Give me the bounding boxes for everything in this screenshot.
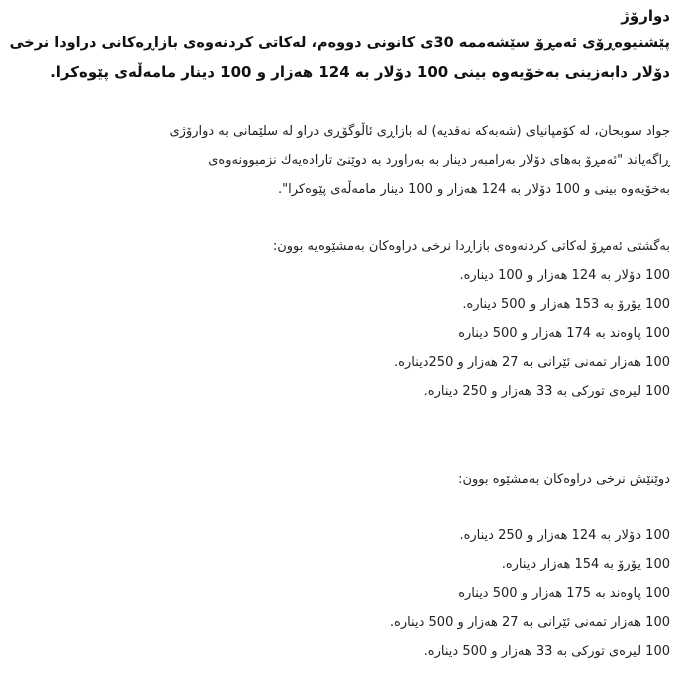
today-rate-item: 100 یۆرۆ بە 153 هەزار و 500 دینارە. — [462, 297, 670, 312]
today-rate-item: 100 پاوەند بە 174 هەزار و 500 دینارە — [458, 326, 670, 341]
yesterday-rates-heading: دوێنێش نرخی دراوەكان بەمشێوە بوون: — [458, 472, 670, 487]
yesterday-rate-item: 100 لیرەی توركی بە 33 هەزار و 500 دینارە. — [423, 644, 670, 659]
today-rate-item: 100 هەزار تمەنی ئێرانی بە 27 هەزار و 250دینارە. — [394, 355, 670, 370]
intro-line: جواد سوبحان، لە كۆمپانیای (شەبەكە نەقدیە) لە بازاڕی ئاڵوگۆڕی دراو لە سلێمانی بە دوارۆژی — [169, 124, 670, 139]
today-rate-item: 100 دۆلار بە 124 هەزار و 100 دینارە. — [459, 268, 670, 283]
category-label: دوارۆژ — [621, 7, 670, 25]
intro-line: بەخۆیەوە بینی و 100 دۆلار بە 124 هەزار و 100 دینار مامەڵەی پێوەكرا". — [278, 182, 670, 197]
today-rate-item: 100 لیرەی توركی بە 33 هەزار و 250 دینارە. — [423, 384, 670, 399]
yesterday-rate-item: 100 پاوەند بە 175 هەزار و 500 دینارە — [458, 586, 670, 601]
headline-line: پێشنیوەڕۆی ئەمڕۆ سێشەممە 30ی كانونی دووەم، لەكاتی كردنەوەی بازاڕەكانی دراودا نرخی — [9, 35, 670, 51]
yesterday-rate-item: 100 دۆلار بە 124 هەزار و 250 دینارە. — [459, 528, 670, 543]
yesterday-rate-item: 100 هەزار تمەنی ئێرانی بە 27 هەزار و 500 دینارە. — [389, 615, 670, 630]
yesterday-rate-item: 100 یۆرۆ بە 154 هەزار دینارە. — [501, 557, 670, 572]
intro-line: ڕاگەیاند "ئەمڕۆ بەهای دۆلار بەرامبەر دینار بە بەراورد بە دوێنێ تارادەیەك نزمبوونەوەی — [208, 153, 670, 168]
today-rates-heading: بەگشتی ئەمڕۆ لەكاتی كردنەوەی بازاڕدا نرخی دراوەكان بەمشێوەیە بوون: — [272, 239, 670, 254]
headline-line: دۆلار دابەزینی بەخۆیەوە بینی 100 دۆلار بە 124 هەزار و 100 دینار مامەڵەی پێوەكرا. — [50, 63, 670, 81]
